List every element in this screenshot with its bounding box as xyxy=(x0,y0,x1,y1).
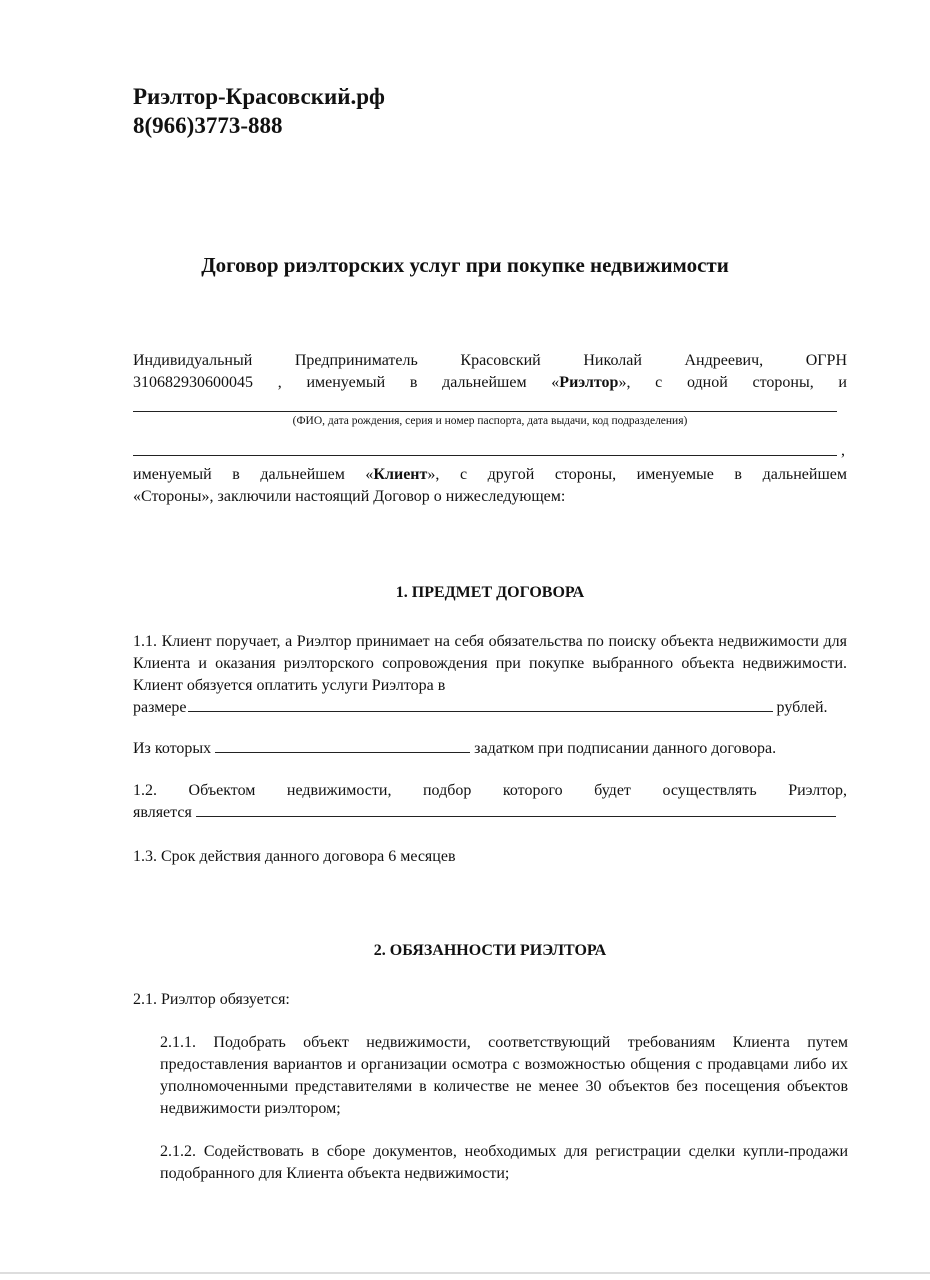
deposit-text: задатком при подписании данного договора. xyxy=(474,740,777,757)
intro-line-5: «Стороны», заключили настоящий Договор о нижеследующем: xyxy=(133,488,566,505)
clause-1-1-price xyxy=(133,697,847,719)
clause-1-1: 1.1. Клиент поручает, а Риэлтор принимает на себя обязательства по поиску объекта недвижимости для Клиента и оказания риэлторского сопровождения при покупке выбранного объекта недвижимости. Клиент обязуется оплатить услуги Риэлтора в xyxy=(133,633,847,694)
site-name: Риэлтор-Красовский.рф xyxy=(133,84,385,109)
deposit-blank[interactable] xyxy=(215,738,470,753)
clause-2-1: 2.1. Риэлтор обязуется: xyxy=(133,991,290,1008)
clause-1-2-object xyxy=(133,802,847,824)
clause-2-1-1: 2.1.1. Подобрать объект недвижимости, соответствующий требованиям Клиента путем предоставления вариантов и организации осмотра с возможностью общения с продавцами либо их уполномоченными представителями в количестве не менее 30 объектов без посещения объектов недвижимости риэлтором; xyxy=(160,1034,848,1117)
letterhead xyxy=(133,82,385,140)
clause-1-3: 1.3. Срок действия данного договора 6 месяцев xyxy=(133,848,456,865)
intro-text-c: именуемый в дальнейшем « xyxy=(133,466,374,483)
clause-2-1-2: 2.1.2. Содействовать в сборе документов, необходимых для регистрации сделки купли-продажи подобранного для Клиента объекта недвижимости; xyxy=(160,1143,848,1182)
section-2-heading: 2. ОБЯЗАННОСТИ РИЭЛТОРА xyxy=(373,942,607,959)
rubles-label: рублей. xyxy=(776,699,828,716)
client-field-caption: (ФИО, дата рождения, серия и номер паспорта, дата выдачи, код подразделения) xyxy=(292,415,688,427)
intro-line-2 xyxy=(133,372,847,394)
section-1-heading: 1. ПРЕДМЕТ ДОГОВОРА xyxy=(395,584,585,601)
size-label: размере xyxy=(133,699,187,716)
deposit-line xyxy=(133,738,847,760)
property-blank[interactable] xyxy=(196,802,836,817)
clause-1-2: 1.2. Объектом недвижимости, подбор которого будет осуществлять Риэлтор, xyxy=(133,782,847,799)
intro-line-1: Индивидуальный Предприниматель Красовский Николай Андреевич, ОГРН xyxy=(133,352,847,369)
intro-text-d: », с другой стороны, именуемые в дальнейшем xyxy=(427,466,848,483)
price-blank[interactable] xyxy=(188,697,773,712)
deposit-label: Из которых xyxy=(133,740,212,757)
intro-text-b: », с одной стороны, и xyxy=(618,374,847,391)
is-label: является xyxy=(133,804,192,821)
phone-number: 8(966)3773-888 xyxy=(133,113,283,138)
comma: , xyxy=(841,442,845,459)
intro-text-a: 310682930600045 , именуемый в дальнейшем « xyxy=(133,374,560,391)
scan-edge xyxy=(0,1272,930,1274)
intro-line-4 xyxy=(133,464,847,486)
client-details-blank-line[interactable] xyxy=(133,455,837,456)
document-title: Договор риэлторских услуг при покупке недвижимости xyxy=(201,253,729,277)
client-term: Клиент xyxy=(373,466,428,483)
client-name-blank-line[interactable] xyxy=(133,411,837,412)
realtor-term: Риэлтор xyxy=(559,374,619,391)
